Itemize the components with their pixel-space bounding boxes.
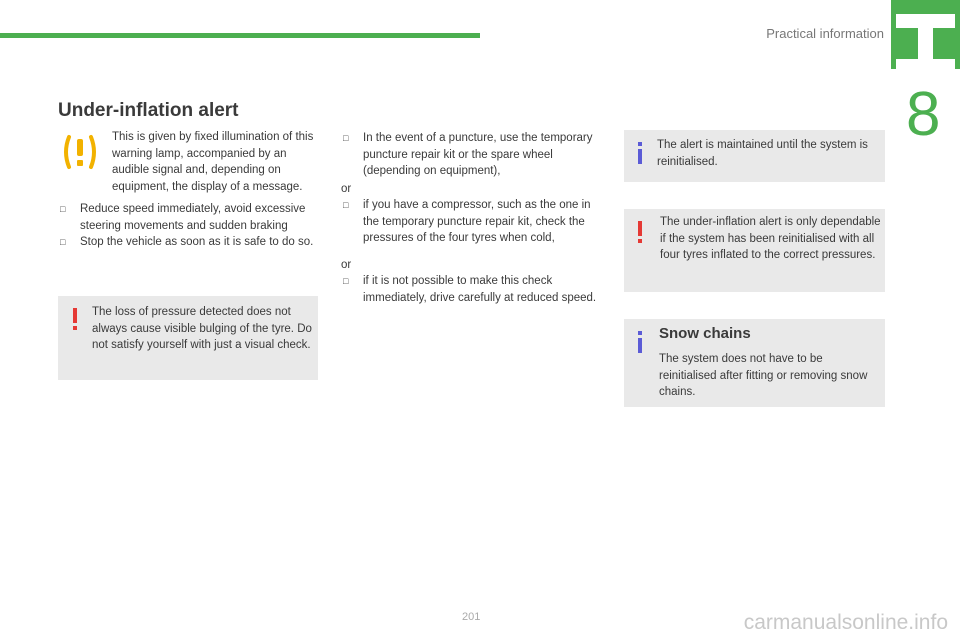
info-text: The alert is maintained until the system is reinitialised.	[657, 139, 868, 168]
watermark: carmanualsonline.info	[743, 611, 948, 634]
info-icon	[636, 142, 644, 164]
list-item: □ Stop the vehicle as soon as it is safe to do so.	[58, 234, 320, 251]
snow-chains-box	[624, 319, 885, 407]
checkbox-bullet-icon: □	[60, 204, 66, 214]
page-number: 201	[462, 611, 481, 623]
intro-text: This is given by fixed illumination of this warning lamp, accompanied by an audible signal and, depending on equipment, the display of a message.	[112, 131, 314, 193]
snow-chains-content	[659, 325, 881, 401]
exclamation-icon	[636, 221, 644, 243]
checkbox-bullet-icon: □	[343, 133, 349, 143]
left-bullet-list	[58, 201, 320, 251]
info-icon	[636, 331, 644, 353]
checkbox-bullet-icon: □	[60, 237, 66, 247]
checkbox-bullet-icon: □	[343, 276, 349, 286]
warning-text: The under-inflation alert is only dependable if the system has been reinitialised with all four tyres inflated to the correct pressures.	[660, 216, 881, 261]
snow-chains-text: The system does not have to be reinitialised after fitting or removing snow chains.	[659, 353, 868, 398]
list-item: □ if it is not possible to make this check immediately, drive carefully at reduced speed.	[343, 275, 597, 304]
section-title: Practical information	[766, 26, 884, 41]
exclamation-icon	[71, 308, 79, 330]
warning-box	[624, 209, 885, 292]
tyre-pressure-warning-icon	[60, 132, 100, 172]
warning-box	[58, 296, 318, 380]
section-color-bar	[0, 33, 480, 38]
list-item: □ if you have a compressor, such as the one in the temporary puncture repair kit, check the pressures of the four tyres when cold,	[343, 199, 591, 244]
warning-text: The loss of pressure detected does not always cause visible bulging of the tyre. Do not satisfy yourself with just a visual check.	[92, 306, 312, 351]
info-box	[624, 130, 885, 182]
list-item: □ In the event of a puncture, use the temporary puncture repair kit or the spare wheel (depending on equipment),	[343, 132, 593, 177]
or-separator: or	[341, 182, 352, 195]
toolbox-icon	[891, 0, 960, 69]
checkbox-bullet-icon: □	[343, 200, 349, 210]
snow-chains-title: Snow chains	[659, 325, 751, 342]
page-title: Under-inflation alert	[58, 100, 239, 121]
chapter-number: 8	[906, 80, 941, 149]
list-item: □ Reduce speed immediately, avoid excessive steering movements and sudden braking	[60, 203, 306, 232]
or-separator: or	[341, 258, 352, 271]
middle-column	[341, 130, 599, 306]
